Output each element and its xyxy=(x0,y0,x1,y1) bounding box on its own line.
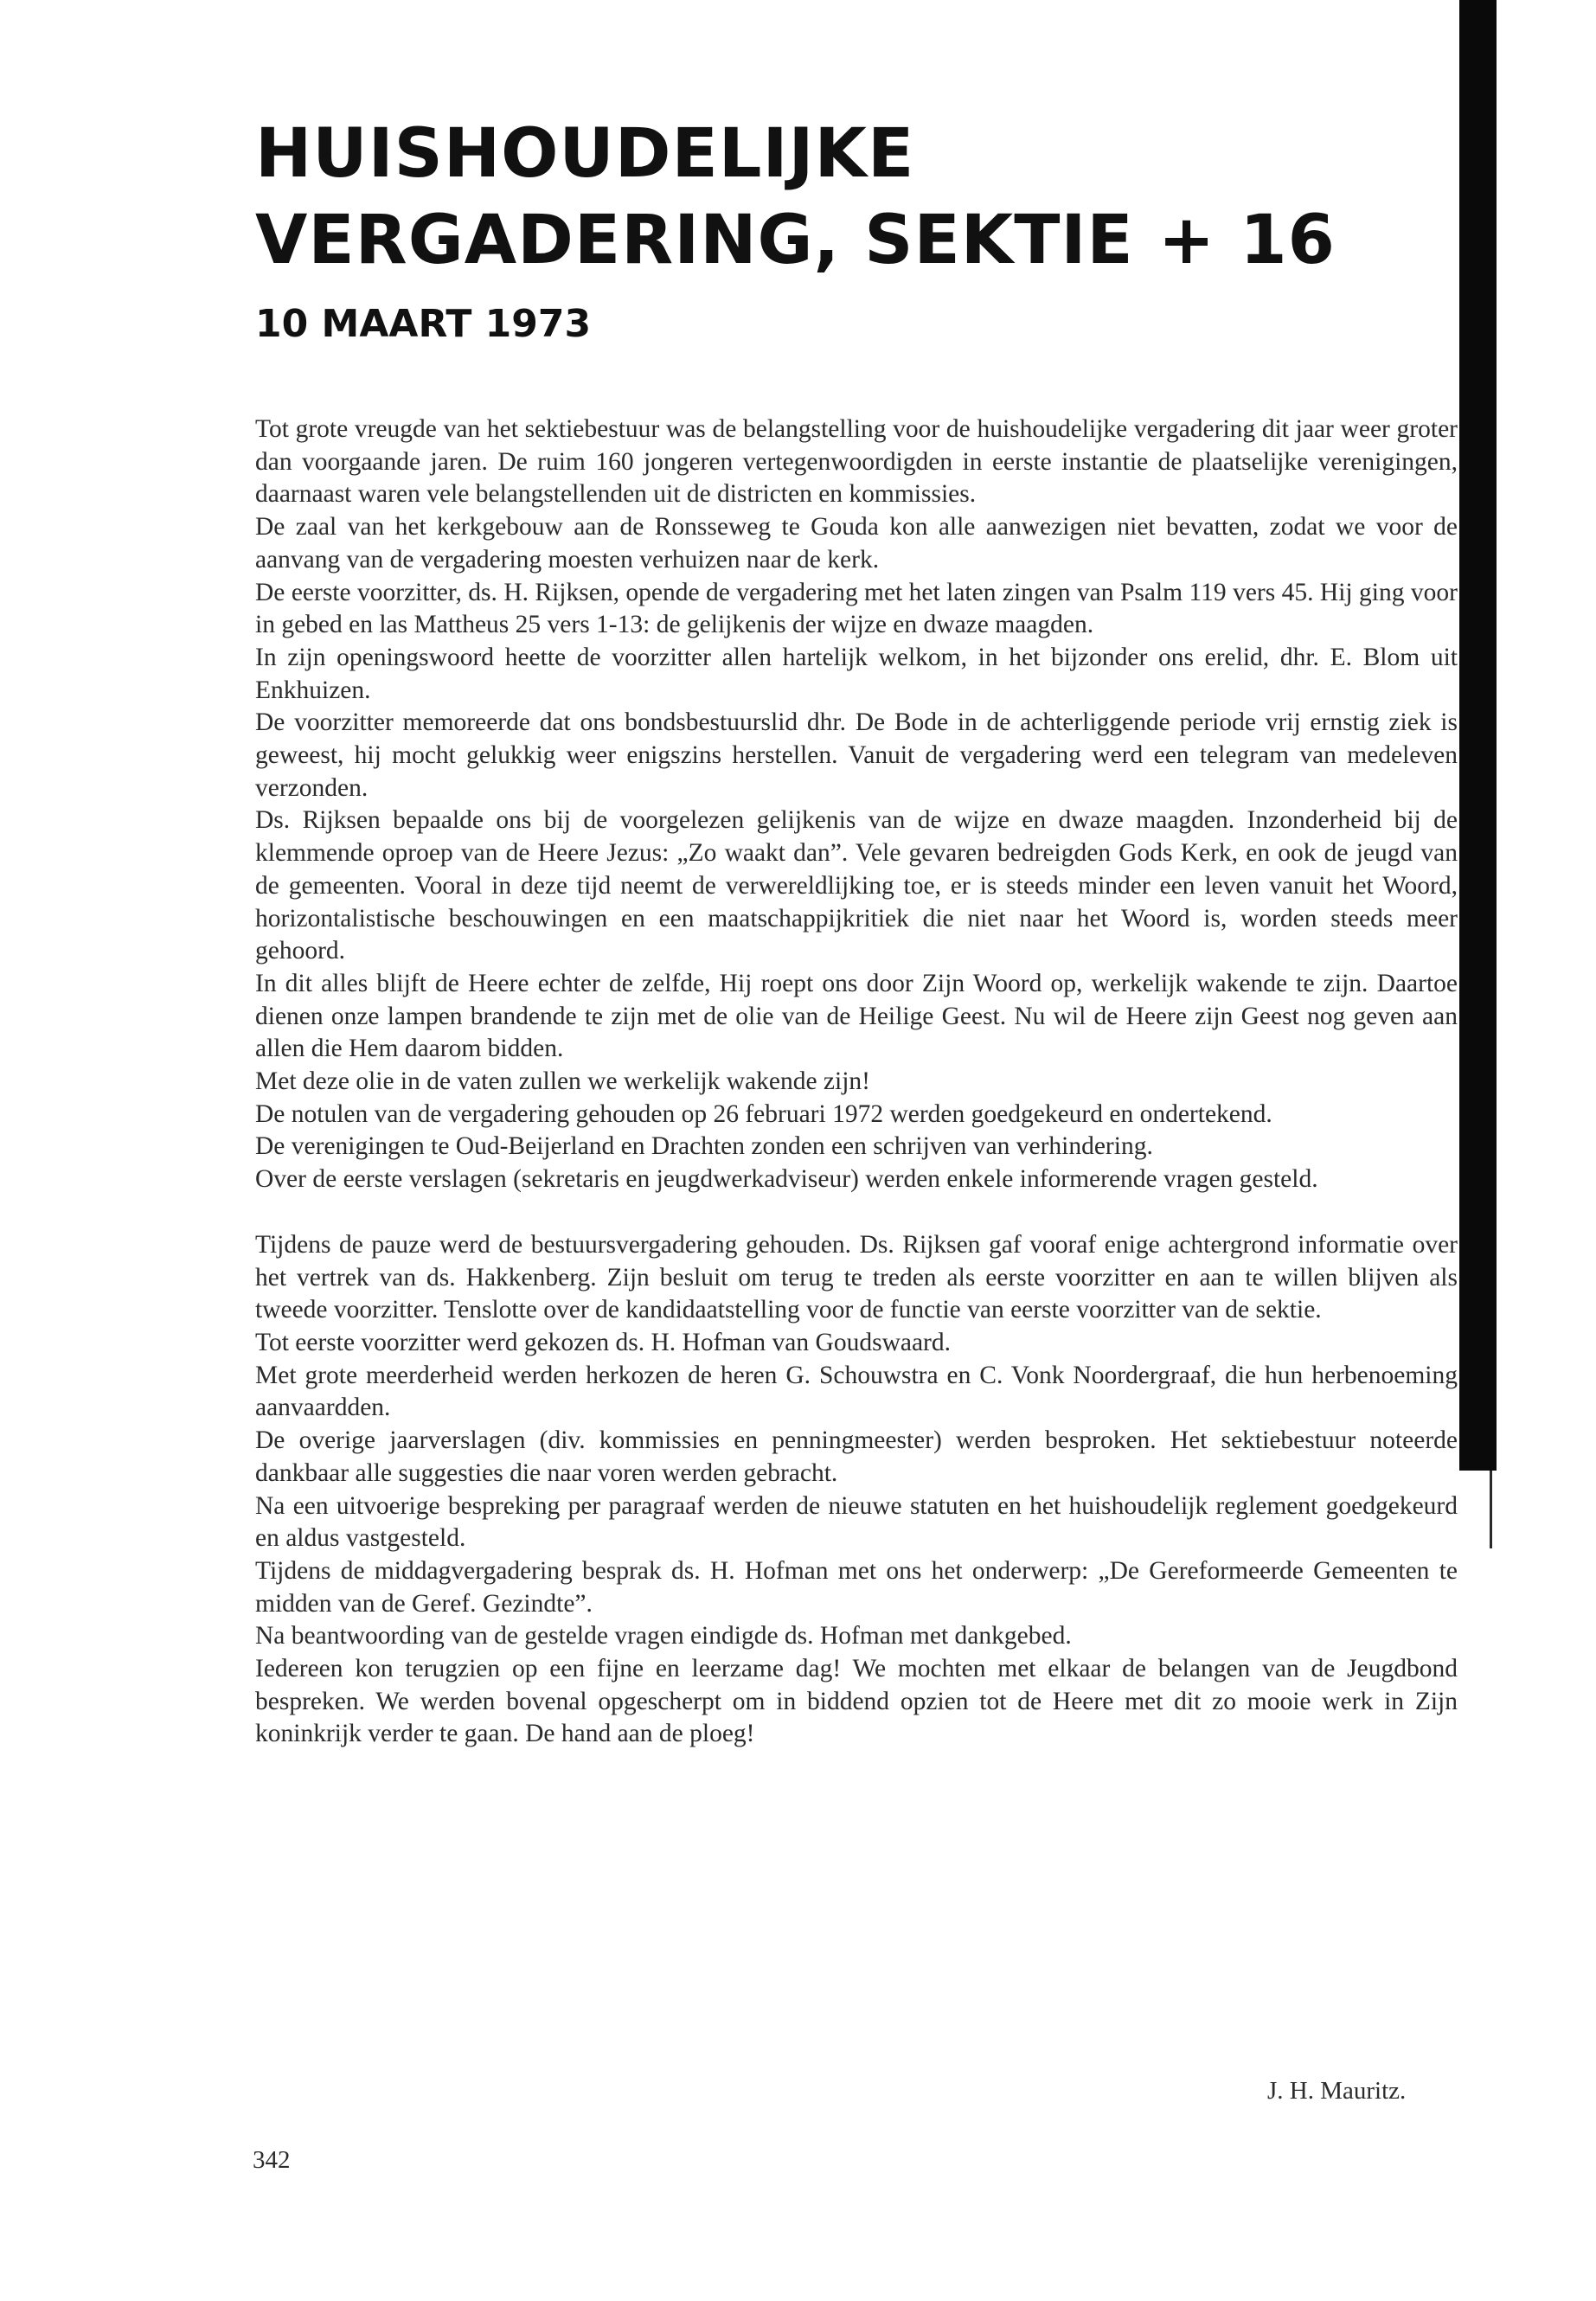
paragraph: Ds. Rijksen bepaalde ons bij de voorgelezen gelijkenis van de wijze en dwaze maagden. Inzonderheid bij de klemmende oproep van de Heere Jezus: „Zo waakt dan”. Vele gevaren bedreigden Gods Kerk, en ook de jeugd van de gemeenten. Vooral in deze tijd neemt de verwereldlijking toe, er is steeds minder een leven vanuit het Woord, horizontalistische beschouwingen en een maatschappijkritiek die niet naar het Woord is, worden steeds meer gehoord. xyxy=(255,806,1458,965)
paragraph: Na beantwoording van de gestelde vragen eindigde ds. Hofman met dankgebed. xyxy=(255,1622,1072,1650)
title-line-2: VERGADERING, SEKTIE + 16 xyxy=(255,202,1336,279)
paragraph: Tot grote vreugde van het sektiebestuur was de belangstelling voor de huishoudelijke vergadering dit jaar weer groter dan voorgaande jaren. De ruim 160 jongeren vertegenwoordigden in eerste instantie de plaatselijke verenigingen, daarnaast waren vele belangstellenden uit de districten en kommissies. xyxy=(255,415,1458,509)
article-body xyxy=(255,413,1458,1751)
paragraph: In dit alles blijft de Heere echter de zelfde, Hij roept ons door Zijn Woord op, werkelijk wakende te zijn. Daartoe dienen onze lampen brandende te zijn met de olie van de Heilige Geest. Nu wil de Heere zijn Geest nog geven aan allen die Hem daarom bidden. xyxy=(255,969,1458,1063)
paragraph: De zaal van het kerkgebouw aan de Ronsseweg te Gouda kon alle aanwezigen niet bevatten, zodat we voor de aanvang van de vergadering moesten verhuizen naar de kerk. xyxy=(255,513,1458,574)
title-line-1: HUISHOUDELIJKE xyxy=(255,115,915,193)
scan-edge-line xyxy=(1490,1471,1492,1548)
paragraph: In zijn openingswoord heette de voorzitter allen hartelijk welkom, in het bijzonder ons erelid, dhr. E. Blom uit Enkhuizen. xyxy=(255,643,1458,704)
paragraph: Iedereen kon terugzien op een fijne en leerzame dag! We mochten met elkaar de belangen van de Jeugdbond bespreken. We werden bovenal opgescherpt om in biddend opzien tot de Heere met dit zo mooie werk in Zijn koninkrijk verder te gaan. De hand aan de ploeg! xyxy=(255,1655,1458,1748)
paragraph: Tijdens de middagvergadering besprak ds. H. Hofman met ons het onderwerp: „De Gereformeerde Gemeenten te midden van de Geref. Gezindte”. xyxy=(255,1556,1458,1618)
paragraph: Tijdens de pauze werd de bestuursvergadering gehouden. Ds. Rijksen gaf vooraf enige achtergrond informatie over het vertrek van ds. Hakkenberg. Zijn besluit om terug te treden als eerste voorzitter en aan te willen blijven als tweede voorzitter. Tenslotte over de kandidaatstelling voor de functie van eerste voorzitter van de sektie. xyxy=(255,1230,1458,1324)
paragraph: Met deze olie in de vaten zullen we werkelijk wakende zijn! xyxy=(255,1067,870,1096)
article-date: 10 MAART 1973 xyxy=(255,302,592,346)
paragraph: Met grote meerderheid werden herkozen de heren G. Schouwstra en C. Vonk Noordergraaf, die hun herbenoeming aanvaardden. xyxy=(255,1361,1458,1422)
author-signature: J. H. Mauritz. xyxy=(1267,2077,1407,2105)
paragraph: Over de eerste verslagen (sekretaris en jeugdwerkadviseur) werden enkele informerende vragen gesteld. xyxy=(255,1165,1318,1194)
paragraph: Na een uitvoerige bespreking per paragraaf werden de nieuwe statuten en het huishoudelijk reglement goedgekeurd en aldus vastgesteld. xyxy=(255,1491,1458,1553)
paragraph: De notulen van de vergadering gehouden op 26 februari 1972 werden goedgekeurd en ondertekend. xyxy=(255,1099,1272,1128)
paragraph: Tot eerste voorzitter werd gekozen ds. H. Hofman van Goudswaard. xyxy=(255,1328,952,1356)
paragraph: De voorzitter memoreerde dat ons bondsbestuurslid dhr. De Bode in de achterliggende periode vrij ernstig ziek is geweest, hij mocht gelukkig weer enigszins herstellen. Vanuit de vergadering werd een telegram van medeleven verzonden. xyxy=(255,708,1458,802)
scan-edge-bar xyxy=(1459,0,1497,1471)
paragraph: De verenigingen te Oud-Beijerland en Drachten zonden een schrijven van verhindering. xyxy=(255,1132,1153,1161)
paragraph: De overige jaarverslagen (div. kommissies en penningmeester) werden besproken. Het sektiebestuur noteerde dankbaar alle suggesties die naar voren werden gebracht. xyxy=(255,1426,1458,1487)
paragraph: De eerste voorzitter, ds. H. Rijksen, opende de vergadering met het laten zingen van Psalm 119 vers 45. Hij ging voor in gebed en las Mattheus 25 vers 1-13: de gelijkenis der wijze en dwaze maagden. xyxy=(255,578,1458,639)
article-title xyxy=(255,111,1336,284)
page-number: 342 xyxy=(253,2146,291,2174)
